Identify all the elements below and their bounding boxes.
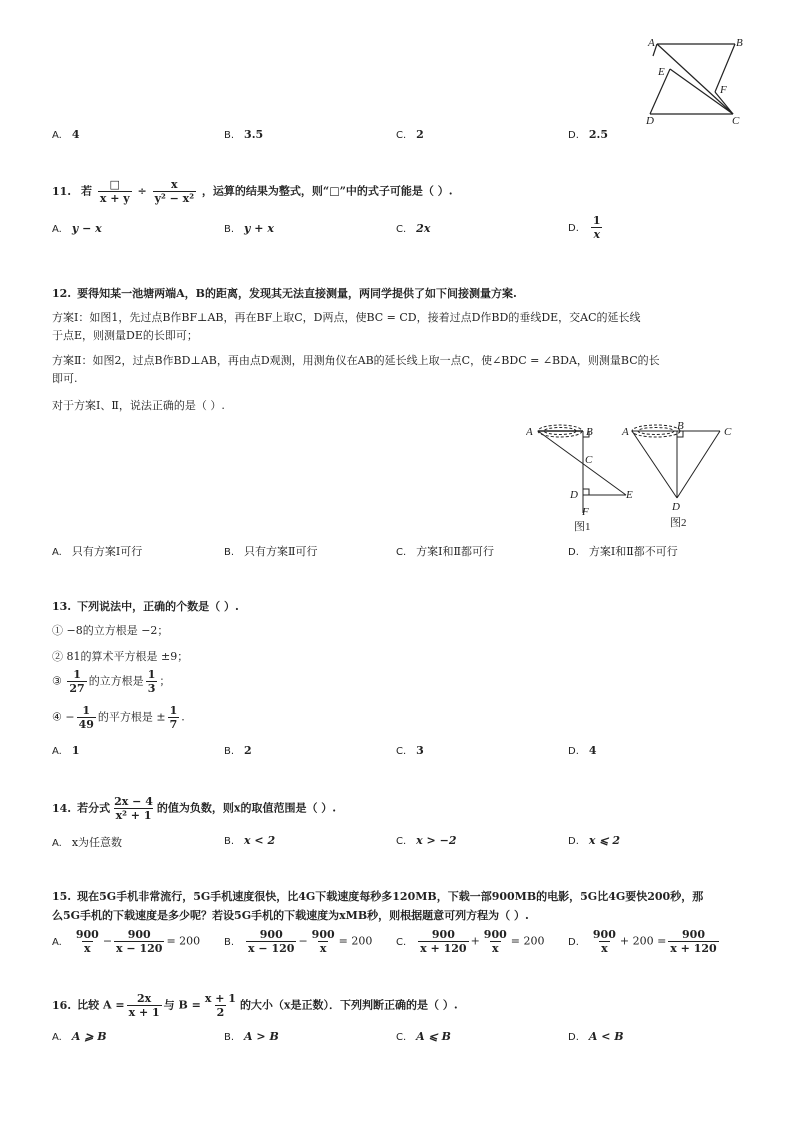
- q11-option-d[interactable]: D. $\frac{1}{x}$: [568, 214, 601, 241]
- q15-stem-line2: 么5G手机的下载速度是多少呢？若设5G手机的下载速度为xMB秒，则根据题意可列方程为（ ）.: [52, 909, 529, 922]
- label-C: C: [732, 115, 740, 126]
- q11-option-a[interactable]: A. y − x: [52, 222, 102, 235]
- q12-plan1-line2: 于点E，则测量DE的长即可；: [52, 329, 198, 342]
- q14-option-a[interactable]: A. x为任意数: [52, 836, 123, 849]
- q10-option-d[interactable]: D. 2.5: [568, 128, 609, 141]
- q12-plan2-line2: 即可.: [52, 372, 78, 385]
- fig2-caption: 图2: [670, 517, 687, 529]
- q16-option-d[interactable]: D. A < B: [568, 1030, 624, 1043]
- q13-stem: 13. 下列说法中，正确的个数是（ ）.: [52, 600, 239, 613]
- q14-option-c[interactable]: C. x > −2: [396, 834, 457, 847]
- fig1-label-E: E: [626, 489, 633, 501]
- q13-statement-3: ③ $\frac{1}{27}$ 的立方根是 $\frac{1}{3}$ ；: [52, 668, 171, 695]
- fig1-label-D: D: [570, 489, 578, 501]
- top-geometry-figure: [640, 34, 750, 126]
- fig1-label-C: C: [585, 454, 593, 466]
- q10-option-b[interactable]: B. 3.5: [224, 128, 264, 141]
- fig2-label-B: B: [677, 420, 684, 432]
- q14-option-d[interactable]: D. x ⩽ 2: [568, 834, 620, 847]
- q16-stem: 16. 比较 A = $\frac{2x}{x + 1}$ 与 B = $\frac{x + 1}{2}$ 的大小（x是正数）．下列判断正确的是（ ）.: [52, 992, 458, 1019]
- label-B: B: [736, 37, 743, 49]
- label-E: E: [658, 66, 665, 78]
- q13-statement-2: ② 81的算术平方根是 ±9；: [52, 650, 189, 663]
- q16-option-a[interactable]: A. A ⩾ B: [52, 1030, 107, 1043]
- q12-option-b[interactable]: B. 只有方案Ⅱ可行: [224, 545, 318, 558]
- q15-option-c[interactable]: C. $\frac{900}{x + 120}$ + $\frac{900}{x}$ = 200: [396, 928, 545, 955]
- q12-option-c[interactable]: C. 方案Ⅰ和Ⅱ都可行: [396, 545, 494, 558]
- q12-option-a[interactable]: A. 只有方案Ⅰ可行: [52, 545, 143, 558]
- q13-statement-4: ④ − $\frac{1}{49}$ 的平方根是 ± $\frac{1}{7}$ .: [52, 704, 185, 731]
- q14-stem: 14. 若分式 $\frac{2x - 4}{\text{x² + 1}}$ 的值为负数，则x的取值范围是（ ）.: [52, 795, 337, 822]
- q12-stem: 12. 要得知某一池塘两端A，B的距离，发现其无法直接测量，两同学提供了如下间接测量方案.: [52, 287, 517, 300]
- q13-statement-1: ① −8的立方根是 −2；: [52, 624, 169, 637]
- q13-option-c[interactable]: C. 3: [396, 744, 424, 757]
- fig1-label-B: B: [586, 426, 593, 438]
- q12-option-d[interactable]: D. 方案Ⅰ和Ⅱ都不可行: [568, 545, 678, 558]
- q16-option-b[interactable]: B. A > B: [224, 1030, 279, 1043]
- q15-option-a[interactable]: A. $\frac{900}{x}$ − $\frac{900}{x - 120}$ = 200: [52, 928, 201, 955]
- q15-option-d[interactable]: D. $\frac{900}{x}$ + 200 = $\frac{900}{x + 120}$: [568, 928, 717, 955]
- fig2-label-D: D: [672, 501, 680, 513]
- q11-option-c[interactable]: C. 2x: [396, 222, 431, 235]
- label-F: F: [720, 84, 727, 96]
- q12-question: 对于方案Ⅰ、Ⅱ，说法正确的是（ ）.: [52, 399, 225, 412]
- q11-fraction-2: $\frac{x}{\text{y² − x²}}$: [154, 178, 195, 205]
- q11-option-b[interactable]: B. y + x: [224, 222, 274, 235]
- fig2-label-C: C: [724, 426, 732, 438]
- fig1-caption: 图1: [574, 521, 591, 533]
- q16-option-c[interactable]: C. A ⩽ B: [396, 1030, 451, 1043]
- fig1-label-F: F: [582, 506, 589, 518]
- label-A: A: [648, 37, 655, 49]
- q10-option-c[interactable]: C. 2: [396, 128, 424, 141]
- q13-option-b[interactable]: B. 2: [224, 744, 252, 757]
- q15-option-b[interactable]: B. $\frac{900}{x - 120}$ − $\frac{900}{x}$ = 200: [224, 928, 373, 955]
- q12-plan1-line1: 方案Ⅰ：如图1，先过点B作BF⊥AB，再在BF上取C，D两点，使BC = CD，接着过点D作BD的垂线DE，交AC的延长线: [52, 311, 641, 324]
- label-D: D: [646, 115, 654, 126]
- fig1-label-A: A: [526, 426, 533, 438]
- q10-option-a[interactable]: A. 4: [52, 128, 80, 141]
- q12-plan2-line1: 方案Ⅱ：如图2，过点B作BD⊥AB，再由点D观测，用测角仪在AB的延长线上取一点C，使∠BDC = ∠BDA，则测量BC的长: [52, 354, 660, 367]
- q11-fraction-1: $\frac{□}{x + y}$: [99, 178, 130, 205]
- q11-stem: 11. 若 $\frac{□}{x + y}$ ÷ $\frac{x}{\text{y² − x²}}$ ，运算的结果为整式，则“□”中的式子可能是（ ）.: [52, 178, 453, 205]
- q15-stem-line1: 15. 现在5G手机非常流行，5G手机速度很快，比4G下载速度每秒多120MB，下载一部900MB的电影，5G比4G要快200秒，那: [52, 890, 704, 903]
- q13-option-d[interactable]: D. 4: [568, 744, 597, 757]
- q13-option-a[interactable]: A. 1: [52, 744, 80, 757]
- q14-option-b[interactable]: B. x < 2: [224, 834, 276, 847]
- fig2-label-A: A: [622, 426, 629, 438]
- q12-figure-2: [620, 418, 750, 534]
